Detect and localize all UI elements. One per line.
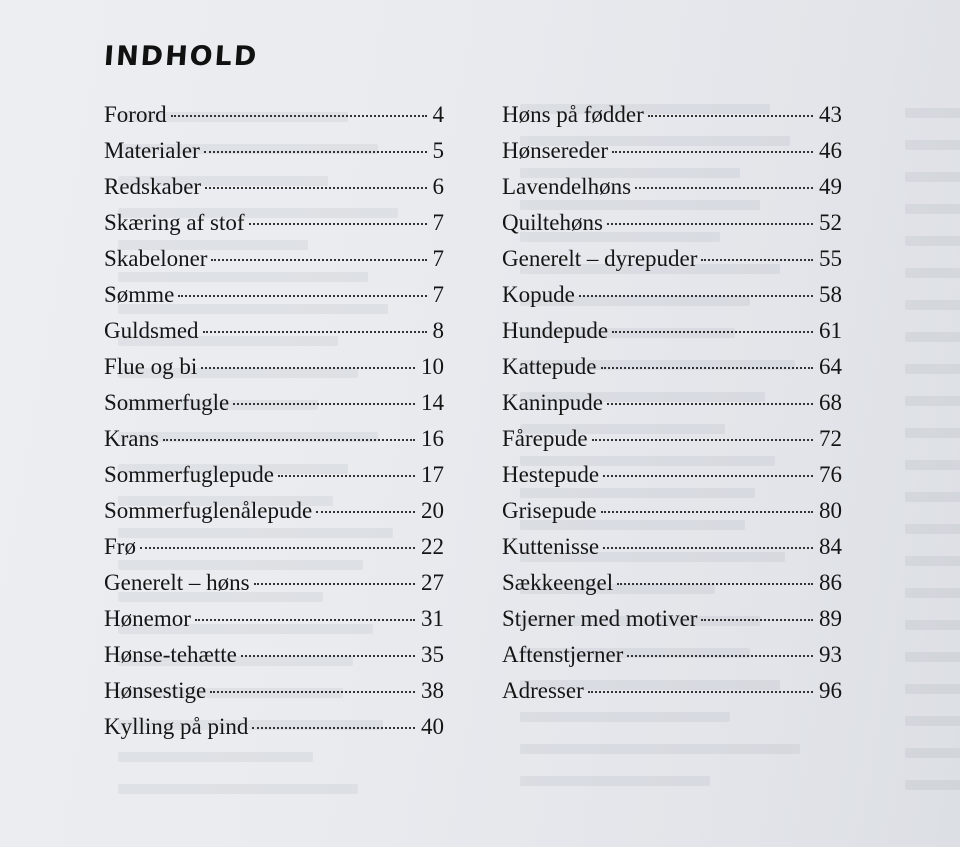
- toc-entry-page-number: 6: [432, 174, 444, 199]
- dot-leader: [612, 331, 813, 333]
- toc-entry: [502, 606, 842, 642]
- toc-entry-page-number: 35: [421, 642, 444, 667]
- toc-entry: [104, 462, 444, 498]
- toc-entry: [104, 318, 444, 354]
- toc-entry-title: Generelt – høns: [104, 570, 250, 595]
- toc-entry-title: Generelt – dyrepuder: [502, 246, 698, 271]
- dot-leader: [607, 403, 813, 405]
- toc-entry-title: Kylling på pind: [104, 714, 249, 739]
- toc-entry-title: Krans: [104, 426, 159, 451]
- toc-entry-title: Sømme: [104, 282, 175, 307]
- toc-entry-title: Sommerfugle: [104, 390, 230, 415]
- toc-entry: [104, 570, 444, 606]
- toc-entry-title: Hestepude: [502, 462, 600, 487]
- dot-leader: [701, 619, 813, 621]
- dot-leader: [178, 295, 426, 297]
- toc-entry-title: Forord: [104, 102, 167, 127]
- dot-leader: [278, 475, 415, 477]
- dot-leader: [579, 295, 813, 297]
- dot-leader: [241, 655, 415, 657]
- toc-entry-page-number: 84: [819, 534, 842, 559]
- toc-entry-page-number: 5: [432, 138, 444, 163]
- toc-entry: [104, 426, 444, 462]
- toc-entry-title: Hønsereder: [502, 138, 609, 163]
- toc-entry-title: Grisepude: [502, 498, 597, 523]
- toc-entry-title: Adresser: [502, 678, 584, 703]
- toc-entry: [502, 174, 842, 210]
- toc-entry-page-number: 10: [421, 354, 444, 379]
- toc-entry: [104, 354, 444, 390]
- toc-entry-title: Fårepude: [502, 426, 588, 451]
- dot-leader: [140, 547, 415, 549]
- toc-entry: [502, 534, 842, 570]
- toc-entry-page-number: 49: [819, 174, 842, 199]
- toc-entry-title: Kattepude: [502, 354, 597, 379]
- toc-entry: [502, 102, 842, 138]
- toc-entry: [104, 102, 444, 138]
- toc-entry: [502, 390, 842, 426]
- toc-entry-page-number: 55: [819, 246, 842, 271]
- toc-entry-page-number: 14: [421, 390, 444, 415]
- toc-entry-page-number: 31: [421, 606, 444, 631]
- dot-leader: [205, 187, 426, 189]
- toc-entry: [104, 498, 444, 534]
- toc-entry-title: Skæring af stof: [104, 210, 245, 235]
- toc-entry-title: Sækkeengel: [502, 570, 614, 595]
- toc-entry-page-number: 68: [819, 390, 842, 415]
- toc-entry-title: Aftenstjerner: [502, 642, 624, 667]
- dot-leader: [163, 439, 415, 441]
- toc-entry-page-number: 4: [432, 102, 444, 127]
- toc-entry: [502, 678, 842, 714]
- toc-entry-title: Sommerfuglepude: [104, 462, 274, 487]
- toc-entry-page-number: 17: [421, 462, 444, 487]
- toc-entry-page-number: 93: [819, 642, 842, 667]
- toc-entry-page-number: 86: [819, 570, 842, 595]
- toc-entry: [502, 426, 842, 462]
- toc-entry-title: Quiltehøns: [502, 210, 603, 235]
- toc-entry-page-number: 7: [432, 246, 444, 271]
- toc-entry-page-number: 43: [819, 102, 842, 127]
- dot-leader: [252, 727, 415, 729]
- toc-entry-page-number: 16: [421, 426, 444, 451]
- toc-entry-title: Kaninpude: [502, 390, 603, 415]
- dot-leader: [201, 367, 415, 369]
- toc-entry: [502, 318, 842, 354]
- toc-entry-title: Stjerner med motiver: [502, 606, 698, 631]
- toc-left-column: [104, 102, 444, 750]
- dot-leader: [603, 475, 813, 477]
- toc-entry: [104, 246, 444, 282]
- dot-leader: [648, 115, 813, 117]
- toc-entry-page-number: 58: [819, 282, 842, 307]
- toc-entry: [502, 570, 842, 606]
- toc-entry-title: Lavendelhøns: [502, 174, 632, 199]
- toc-entry: [502, 138, 842, 174]
- toc-entry-page-number: 38: [421, 678, 444, 703]
- toc-entry-title: Materialer: [104, 138, 200, 163]
- toc-entry: [104, 642, 444, 678]
- page-title: INDHOLD: [102, 41, 260, 72]
- toc-entry: [104, 174, 444, 210]
- toc-entry-page-number: 72: [819, 426, 842, 451]
- toc-entry-title: Guldsmed: [104, 318, 199, 343]
- dot-leader: [607, 223, 813, 225]
- toc-entry-page-number: 96: [819, 678, 842, 703]
- toc-entry: [502, 498, 842, 534]
- toc-entry-page-number: 22: [421, 534, 444, 559]
- toc-entry: [502, 642, 842, 678]
- toc-entry-page-number: 7: [432, 210, 444, 235]
- toc-entry: [502, 354, 842, 390]
- dot-leader: [592, 439, 813, 441]
- dot-leader: [617, 583, 813, 585]
- toc-entry-page-number: 76: [819, 462, 842, 487]
- toc-right-column: [502, 102, 842, 714]
- toc-entry: [104, 606, 444, 642]
- dot-leader: [211, 259, 426, 261]
- toc-entry-page-number: 46: [819, 138, 842, 163]
- dot-leader: [701, 259, 813, 261]
- toc-entry-page-number: 40: [421, 714, 444, 739]
- toc-entry-page-number: 80: [819, 498, 842, 523]
- toc-entry-page-number: 27: [421, 570, 444, 595]
- toc-entry-title: Hønse-tehætte: [104, 642, 237, 667]
- toc-entry-title: Frø: [104, 534, 136, 559]
- dot-leader: [195, 619, 415, 621]
- dot-leader: [204, 151, 427, 153]
- dot-leader: [635, 187, 813, 189]
- toc-entry: [502, 246, 842, 282]
- toc-entry: [502, 210, 842, 246]
- toc-entry: [502, 282, 842, 318]
- toc-entry-page-number: 64: [819, 354, 842, 379]
- toc-entry: [502, 462, 842, 498]
- toc-entry-page-number: 8: [432, 318, 444, 343]
- toc-entry: [104, 390, 444, 426]
- toc-entry-title: Flue og bi: [104, 354, 198, 379]
- toc-entry-page-number: 20: [421, 498, 444, 523]
- dot-leader: [171, 115, 427, 117]
- toc-entry: [104, 210, 444, 246]
- toc-entry: [104, 138, 444, 174]
- toc-entry-title: Hønsestige: [104, 678, 207, 703]
- dot-leader: [601, 367, 813, 369]
- dot-leader: [612, 151, 813, 153]
- dot-leader: [588, 691, 813, 693]
- toc-entry: [104, 534, 444, 570]
- toc-entry-page-number: 7: [432, 282, 444, 307]
- dot-leader: [603, 547, 813, 549]
- toc-entry-title: Skabeloner: [104, 246, 208, 271]
- toc-entry-title: Hundepude: [502, 318, 609, 343]
- dot-leader: [233, 403, 415, 405]
- toc-entry: [104, 678, 444, 714]
- dot-leader: [627, 655, 813, 657]
- toc-entry: [104, 282, 444, 318]
- toc-entry-title: Kopude: [502, 282, 575, 307]
- dot-leader: [203, 331, 427, 333]
- dot-leader: [210, 691, 415, 693]
- toc-entry-page-number: 61: [819, 318, 842, 343]
- toc-entry-title: Hønemor: [104, 606, 191, 631]
- toc-entry-page-number: 52: [819, 210, 842, 235]
- dot-leader: [249, 223, 427, 225]
- toc-entry-title: Kuttenisse: [502, 534, 600, 559]
- dot-leader: [254, 583, 415, 585]
- toc-entry-title: Redskaber: [104, 174, 202, 199]
- dot-leader: [601, 511, 813, 513]
- toc-entry-title: Høns på fødder: [502, 102, 644, 127]
- toc-entry-page-number: 89: [819, 606, 842, 631]
- toc-entry-title: Sommerfuglenålepude: [104, 498, 313, 523]
- dot-leader: [316, 511, 415, 513]
- toc-entry: [104, 714, 444, 750]
